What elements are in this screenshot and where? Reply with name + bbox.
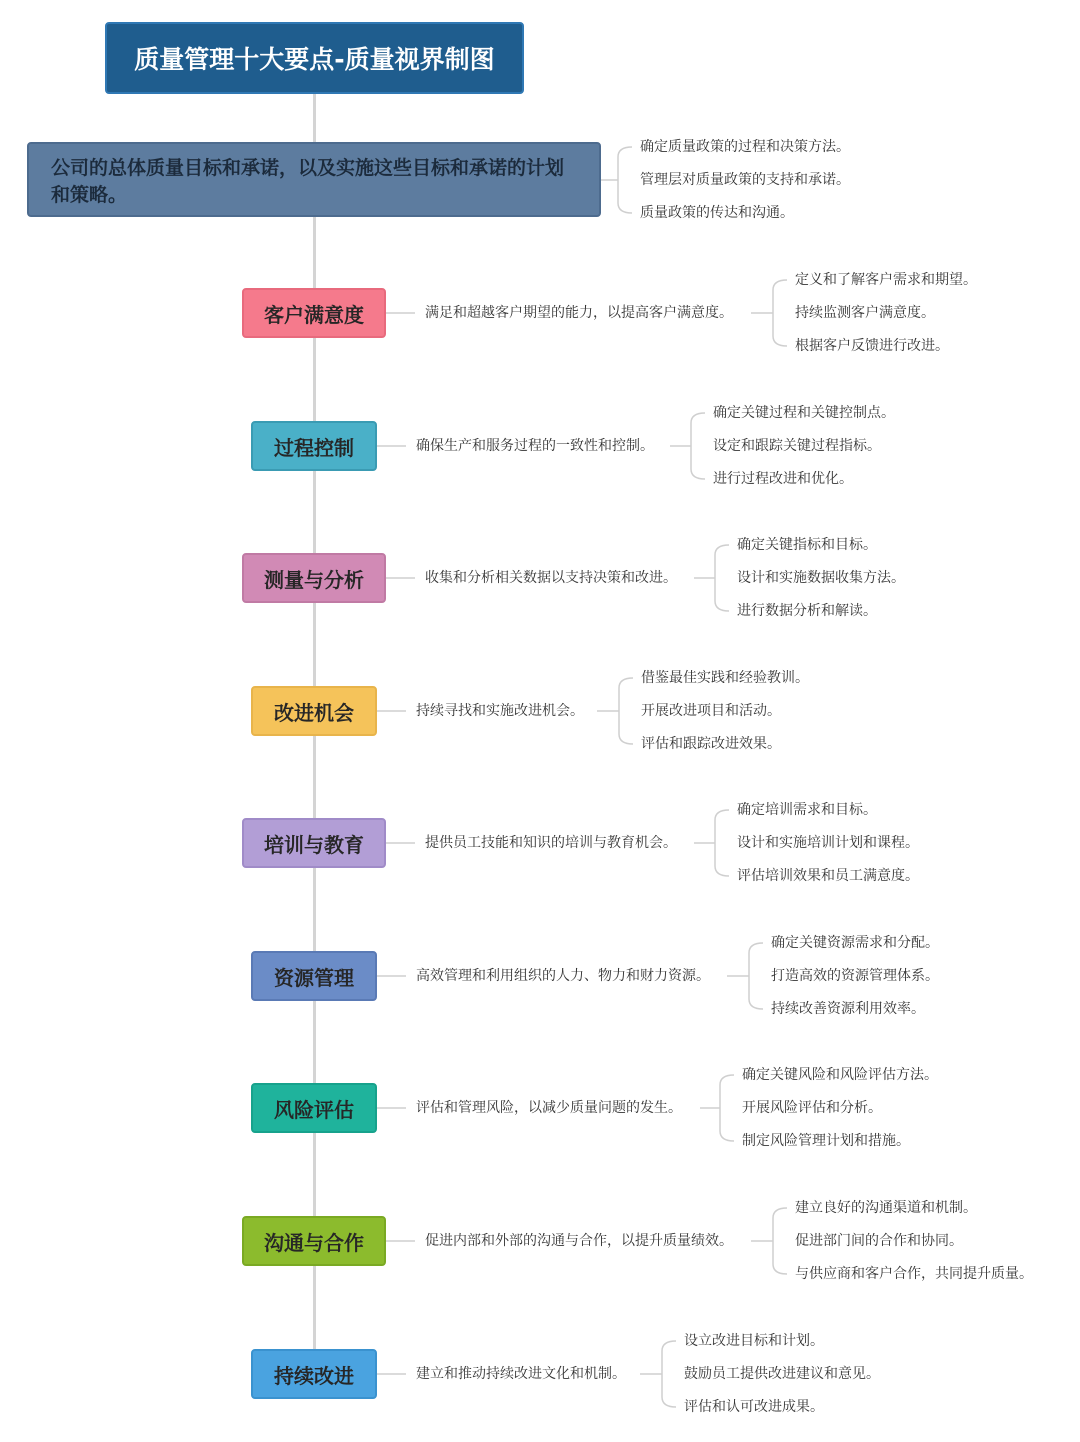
policy-item[interactable]: 管理层对质量政策的支持和承诺。 [640, 172, 850, 188]
leaf-bracket [715, 545, 729, 611]
leaf-bracket [619, 678, 633, 744]
category-description[interactable]: 收集和分析相关数据以支持决策和改进。 [425, 570, 677, 586]
category-node[interactable]: 风险评估 [251, 1083, 377, 1133]
category-item[interactable]: 根据客户反馈进行改进。 [795, 338, 949, 354]
category-item[interactable]: 开展改进项目和活动。 [641, 703, 781, 719]
category-item[interactable]: 建立良好的沟通渠道和机制。 [795, 1200, 977, 1216]
category-item[interactable]: 促进部门间的合作和协同。 [795, 1233, 963, 1249]
category-node[interactable]: 培训与教育 [242, 818, 386, 868]
category-description[interactable]: 促进内部和外部的沟通与合作，以提升质量绩效。 [425, 1233, 733, 1249]
category-item[interactable]: 设定和跟踪关键过程指标。 [713, 438, 881, 454]
policy-item[interactable]: 质量政策的传达和沟通。 [640, 205, 794, 221]
category-description[interactable]: 确保生产和服务过程的一致性和控制。 [416, 438, 654, 454]
category-node[interactable]: 客户满意度 [242, 288, 386, 338]
category-item[interactable]: 设计和实施培训计划和课程。 [737, 835, 919, 851]
leaf-bracket [773, 1208, 787, 1274]
category-node[interactable]: 资源管理 [251, 951, 377, 1001]
category-item[interactable]: 评估培训效果和员工满意度。 [737, 868, 919, 884]
category-item[interactable]: 评估和认可改进成果。 [684, 1399, 824, 1415]
leaf-bracket [662, 1341, 676, 1407]
category-node[interactable]: 过程控制 [251, 421, 377, 471]
category-node[interactable]: 改进机会 [251, 686, 377, 736]
quality-policy-node[interactable]: 公司的总体质量目标和承诺，以及实施这些目标和承诺的计划和策略。 [27, 142, 601, 217]
category-item[interactable]: 设计和实施数据收集方法。 [737, 570, 905, 586]
category-description[interactable]: 高效管理和利用组织的人力、物力和财力资源。 [416, 968, 710, 984]
leaf-bracket [618, 147, 632, 213]
category-item[interactable]: 借鉴最佳实践和经验教训。 [641, 670, 809, 686]
category-item[interactable]: 与供应商和客户合作，共同提升质量。 [795, 1266, 1033, 1282]
category-node[interactable]: 测量与分析 [242, 553, 386, 603]
category-item[interactable]: 确定关键过程和关键控制点。 [713, 405, 895, 421]
policy-item[interactable]: 确定质量政策的过程和决策方法。 [640, 139, 850, 155]
category-item[interactable]: 定义和了解客户需求和期望。 [795, 272, 977, 288]
category-item[interactable]: 评估和跟踪改进效果。 [641, 736, 781, 752]
category-item[interactable]: 鼓励员工提供改进建议和意见。 [684, 1366, 880, 1382]
category-item[interactable]: 设立改进目标和计划。 [684, 1333, 824, 1349]
category-item[interactable]: 确定关键指标和目标。 [737, 537, 877, 553]
category-item[interactable]: 进行过程改进和优化。 [713, 471, 853, 487]
category-item[interactable]: 持续改善资源利用效率。 [771, 1001, 925, 1017]
category-item[interactable]: 确定关键风险和风险评估方法。 [742, 1067, 938, 1083]
leaf-bracket [720, 1075, 734, 1141]
category-item[interactable]: 持续监测客户满意度。 [795, 305, 935, 321]
category-item[interactable]: 进行数据分析和解读。 [737, 603, 877, 619]
category-item[interactable]: 开展风险评估和分析。 [742, 1100, 882, 1116]
category-item[interactable]: 确定培训需求和目标。 [737, 802, 877, 818]
category-description[interactable]: 持续寻找和实施改进机会。 [416, 703, 584, 719]
category-node[interactable]: 持续改进 [251, 1349, 377, 1399]
mindmap-title[interactable]: 质量管理十大要点-质量视界制图 [105, 22, 524, 94]
category-item[interactable]: 制定风险管理计划和措施。 [742, 1133, 910, 1149]
category-description[interactable]: 建立和推动持续改进文化和机制。 [416, 1366, 626, 1382]
leaf-bracket [749, 943, 763, 1009]
category-description[interactable]: 评估和管理风险，以减少质量问题的发生。 [416, 1100, 682, 1116]
category-description[interactable]: 提供员工技能和知识的培训与教育机会。 [425, 835, 677, 851]
category-node[interactable]: 沟通与合作 [242, 1216, 386, 1266]
leaf-bracket [715, 810, 729, 876]
leaf-bracket [691, 413, 705, 479]
category-description[interactable]: 满足和超越客户期望的能力，以提高客户满意度。 [425, 305, 733, 321]
category-item[interactable]: 打造高效的资源管理体系。 [771, 968, 939, 984]
leaf-bracket [773, 280, 787, 346]
category-item[interactable]: 确定关键资源需求和分配。 [771, 935, 939, 951]
